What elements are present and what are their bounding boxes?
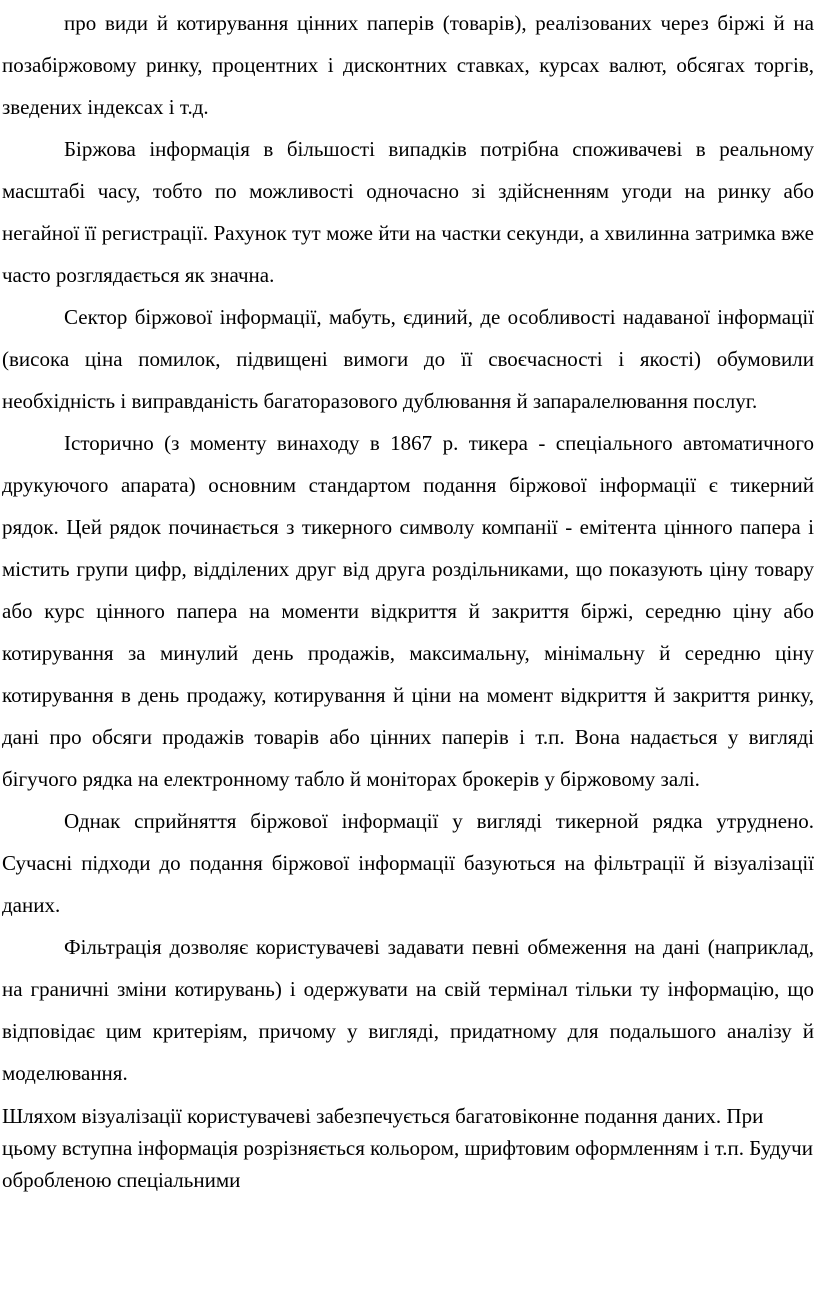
paragraph-4: Історично (з моменту винаходу в 1867 р. тикера - спеціального автоматичного друкуючого апарата) основним стандартом подання біржової інформації є тикерний рядок. Цей рядок починається з тикерного символу компанії - емітента цінного папера і містить групи цифр, відділених друг від друга роздільниками, що показують ціну товару або курс цінного папера на моменти відкриття й закриття біржі, середню ціну або котирування за минулий день продажів, максимальну, мінімальну й середню ціну котирування в день продажу, котирування й ціни на момент відкриття й закриття ринку, дані про обсяги продажів товарів або цінних паперів і т.п. Вона надається у вигляді бігучого рядка на електронному табло й моніторах брокерів у біржовому залі. xyxy=(2,431,814,791)
paragraph-6: Фільтрація дозволяє користувачеві задавати певні обмеження на дані (наприклад, на граничні зміни котирувань) і одержувати на свій термінал тільки ту інформацію, що відповідає цим критеріям, причому у вигляді, придатному для подальшого аналізу й моделювання. xyxy=(2,935,814,1085)
paragraph-1: про види й котирування цінних паперів (товарів), реалізованих через біржі й на позабіржовому ринку, процентних і дисконтних ставках, курсах валют, обсягах торгів, зведених індексах і т.д. xyxy=(2,11,814,119)
paragraph-3: Сектор біржової інформації, мабуть, єдиний, де особливості надаваної інформації (висока ціна помилок, підвищені вимоги до її своєчасності і якості) обумовили необхідність і виправданість багаторазового дублювання й запаралелювання послуг. xyxy=(2,305,814,413)
paragraph-5: Однак сприйняття біржової інформації у вигляді тикерной рядка утруднено. Сучасні підходи до подання біржової інформації базуються на фільтрації й візуалізації даних. xyxy=(2,809,814,917)
paragraph-2: Біржова інформація в більшості випадків потрібна споживачеві в реальному масштабі часу, тобто по можливості одночасно зі здійсненням угоди на ринку або негайної її регистрації. Рахунок тут може йти на частки секунди, а хвилинна затримка вже часто розглядається як значна. xyxy=(2,137,814,287)
document-body xyxy=(2,2,814,1196)
paragraph-7: Шляхом візуалізації користувачеві забезпечується багатовіконне подання даних. При цьому вступна інформація розрізняється кольором, шрифтовим оформленням і т.п. Будучи обробленою спеціальними xyxy=(2,1104,813,1192)
